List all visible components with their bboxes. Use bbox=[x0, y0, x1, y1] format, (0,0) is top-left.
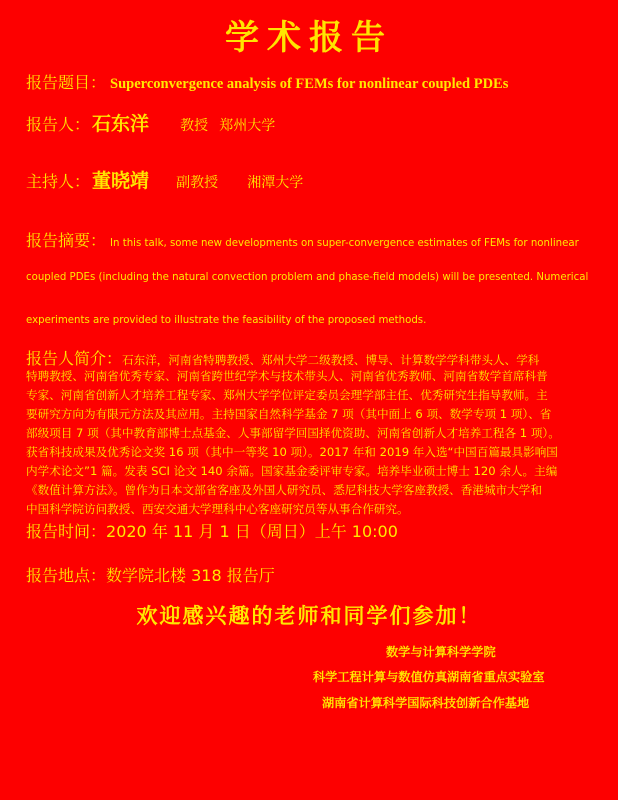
place-label: 报告地点： bbox=[26, 566, 107, 585]
bio-line-8: 《数值计算方法》。曾作为日本文部省客座及外国人研究员、悉尼科技大学客座教授、香港城市大学和 bbox=[26, 483, 542, 497]
bio-label: 报告人简介： bbox=[26, 349, 123, 368]
poster-title: 学术报告 bbox=[225, 18, 393, 58]
speaker-title: 教授 bbox=[180, 118, 209, 134]
time-row bbox=[26, 519, 398, 542]
welcome-message: 欢迎感兴趣的老师和同学们参加！ bbox=[136, 603, 482, 628]
bio-line-7: 内学术论文”1 篇。发表 SCI 论文 140 余篇。国家基金委评审专家。培养毕业硕士博士 120 余人。主编 bbox=[26, 464, 558, 478]
abstract-row bbox=[26, 228, 579, 251]
bio-line-2: 特聘教授、河南省优秀专家、河南省跨世纪学术与技术带头人、河南省优秀教师、河南省数学首席科普 bbox=[26, 369, 548, 383]
host-label: 主持人： bbox=[26, 172, 91, 191]
topic-label: 报告题目： bbox=[26, 73, 107, 92]
bio-line-4: 要研究方向为有限元方法及其应用。主持国家自然科学基金 7 项（其中面上 6 项、数学专项 1 项）、省 bbox=[26, 407, 552, 421]
bio-row bbox=[26, 346, 539, 369]
place-value: 数学院北楼 318 报告厅 bbox=[106, 566, 275, 585]
abstract-line-1: In this talk, some new developments on super-convergence estimates of FEMs for nonlinear bbox=[110, 238, 579, 249]
time-value: 2020 年 11 月 1 日（周日）上午 10:00 bbox=[106, 522, 398, 541]
bio-line-6: 获省科技成果及优秀论文奖 16 项（其中一等奖 10 项）。2017 年和 2019 年入选“中国百篇最具影响国 bbox=[26, 445, 558, 459]
place-row bbox=[26, 563, 275, 586]
speaker-affiliation: 郑州大学 bbox=[219, 118, 276, 134]
speaker-label: 报告人： bbox=[26, 115, 91, 134]
bio-line-9: 中国科学院访问教授、西安交通大学理科中心客座研究员等从事合作研究。 bbox=[26, 502, 409, 516]
abstract-line-3: experiments are provided to illustrate the feasibility of the proposed methods. bbox=[26, 315, 427, 326]
topic-text: Superconvergence analysis of FEMs for nonlinear coupled PDEs bbox=[110, 76, 509, 92]
organizer-lab: 科学工程计算与数值仿真湖南省重点实验室 bbox=[313, 670, 545, 684]
bio-line-5: 部级项目 7 项（其中教育部博士点基金、人事部留学回国择优资助、河南省创新人才培养工程各 1 项）。 bbox=[26, 426, 560, 440]
organizer-school: 数学与计算科学学院 bbox=[386, 645, 496, 659]
time-label: 报告时间： bbox=[26, 522, 107, 541]
bio-line-3: 专家、河南省创新人才培养工程专家、郑州大学学位评定委员会理学部主任、优秀研究生指导教师。主 bbox=[26, 388, 548, 402]
abstract-line-2: coupled PDEs (including the natural convection problem and phase-field models) will be presented. Numerical bbox=[26, 272, 589, 283]
organizer-base: 湖南省计算科学国际科技创新合作基地 bbox=[322, 696, 530, 710]
host-title: 副教授 bbox=[176, 175, 219, 191]
host-affiliation: 湘潭大学 bbox=[247, 175, 304, 191]
speaker-name: 石东洋 bbox=[92, 113, 150, 135]
abstract-label: 报告摘要： bbox=[26, 231, 107, 250]
speaker-row bbox=[26, 109, 275, 136]
topic-row bbox=[26, 70, 508, 93]
host-row bbox=[26, 166, 303, 193]
host-name: 董晓靖 bbox=[92, 170, 150, 192]
bio-line-1: 石东洋，河南省特聘教授、郑州大学二级教授、博导、计算数学学科带头人、学科 bbox=[122, 353, 540, 367]
